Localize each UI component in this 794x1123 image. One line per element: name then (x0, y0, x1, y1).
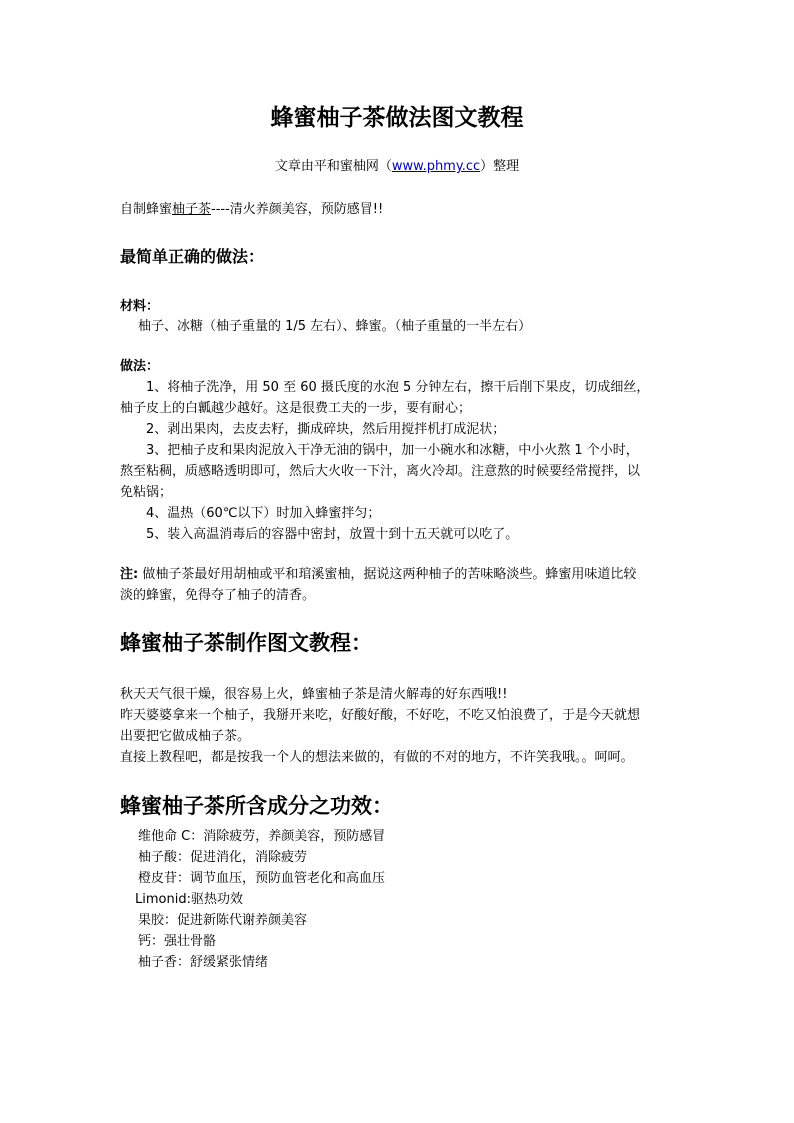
step-3-line-1: 3、把柚子皮和果肉泥放入干净无油的锅中，加一小碗水和冰糖，中小火熬 1 个小时， (146, 443, 639, 458)
step-5-line-1: 5、装入高温消毒后的容器中密封，放置十到十五天就可以吃了。 (146, 527, 519, 542)
byline (0, 158, 794, 176)
note-line-2: 淡的蜂蜜，免得夺了柚子的清香。 (120, 588, 316, 603)
step-1-line-2: 柚子皮上的白瓤越少越好。这是很费工夫的一步，要有耐心； (120, 401, 472, 416)
tutorial-heading: 蜂蜜柚子茶制作图文教程： (120, 630, 372, 655)
note-text-1: 做柚子茶最好用胡柚或平和琯溪蜜柚，据说这两种柚子的苦味略淡些。蜂蜜用味道比较 (138, 567, 637, 582)
step-3-line-2: 熬至粘稠，质感略透明即可，然后大火收一下汁，离火冷却。注意熬的时候要经常搅拌，以 (120, 464, 641, 479)
effects-heading: 蜂蜜柚子茶所含成分之功效： (120, 793, 393, 818)
intro-prefix: 自制蜂蜜 (120, 202, 173, 217)
effect-item-calcium: 钙：强壮骨骼 (138, 934, 217, 949)
simple-method-heading: 最简单正确的做法： (120, 247, 265, 266)
method-label: 做法： (120, 359, 160, 374)
effect-item-pectin: 果胶：促进新陈代谢养颜美容 (138, 913, 308, 928)
materials-text: 柚子、冰糖（柚子重量的 1/5 左右）、蜂蜜。（柚子重量的一半左右） (138, 319, 532, 334)
effect-item-limonid: Limonid:驱热功效 (135, 892, 243, 907)
page-title: 蜂蜜柚子茶做法图文教程 (270, 104, 524, 131)
intro-line (120, 199, 680, 220)
materials-label: 材料： (120, 299, 160, 314)
effect-item-citric-acid: 柚子酸：促进消化，消除疲劳 (138, 850, 308, 865)
step-1-line-1: 1、将柚子洗净，用 50 至 60 摄氏度的水泡 5 分钟左右，擦干后削下果皮，切成细丝， (146, 380, 650, 395)
tutorial-line-1: 秋天天气很干燥，很容易上火，蜂蜜柚子茶是清火解毒的好东西哦!! (120, 687, 508, 702)
tutorial-line-2: 昨天婆婆拿来一个柚子，我掰开来吃，好酸好酸，不好吃，不吃又怕浪费了，于是今天就想 (120, 708, 641, 723)
effect-item-vitamin-c: 维他命 C：消除疲劳，养颜美容，预防感冒 (138, 829, 386, 844)
step-3-line-3: 免粘锅； (120, 485, 173, 500)
tutorial-line-4: 直接上教程吧，都是按我一个人的想法来做的，有做的不对的地方，不许笑我哦。。呵呵。 (120, 750, 634, 765)
byline-prefix: 文章由平和蜜柚网（ (274, 159, 392, 174)
byline-suffix: ）整理 (480, 159, 520, 174)
effect-item-hesperidin: 橙皮苷：调节血压，预防血管老化和高血压 (138, 871, 386, 886)
note-line-1 (120, 564, 680, 585)
step-4-line-1: 4、温热（60℃以下）时加入蜂蜜拌匀； (146, 506, 381, 521)
tutorial-line-3: 出要把它做成柚子茶。 (120, 729, 251, 744)
effect-item-aroma: 柚子香：舒缓紧张情绪 (138, 955, 269, 970)
step-2-line-1: 2、剥出果肉，去皮去籽，撕成碎块，然后用搅拌机打成泥状； (146, 422, 506, 437)
source-link[interactable]: www.phmy.cc (391, 159, 481, 174)
intro-suffix: ----清火养颜美容，预防感冒!! (211, 202, 384, 217)
note-label: 注: (120, 567, 139, 582)
intro-underlined: 柚子茶 (172, 202, 212, 217)
